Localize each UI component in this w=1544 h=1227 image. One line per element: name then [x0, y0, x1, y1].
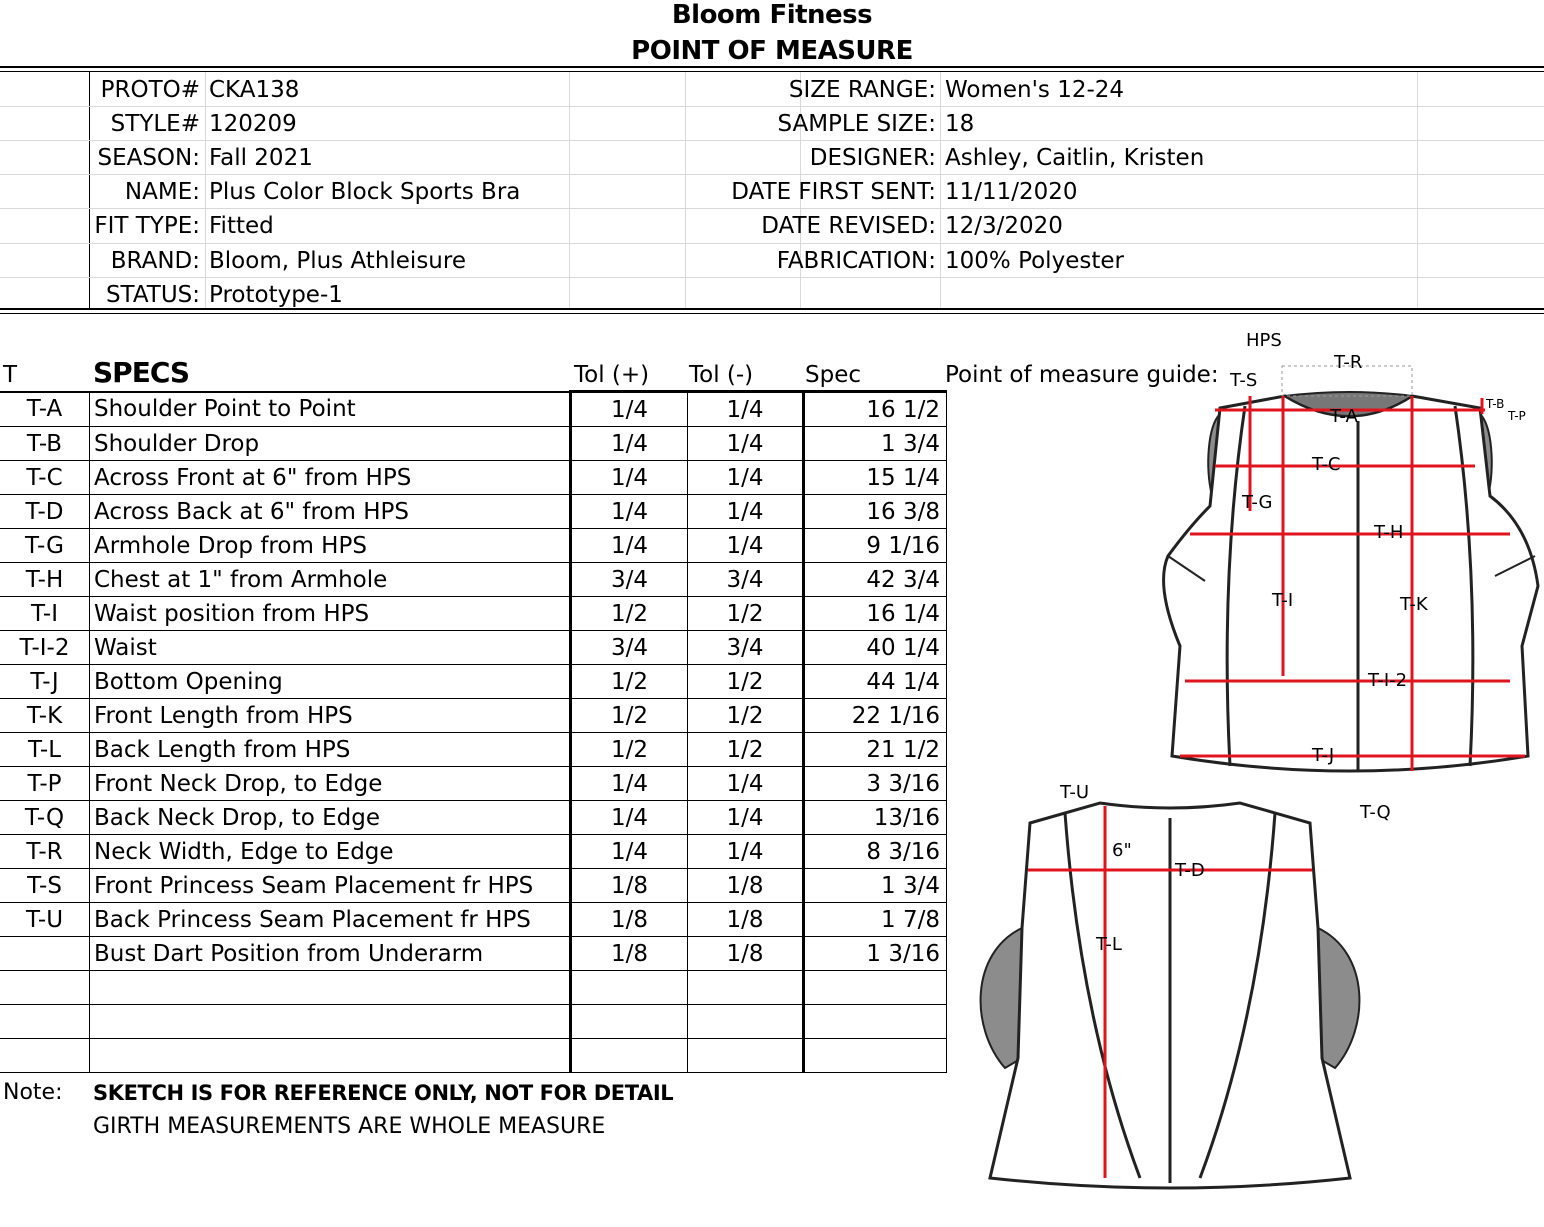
spec-row	[0, 427, 947, 461]
spec-description: Waist	[90, 631, 571, 665]
spec-tol-plus: 1/4	[571, 495, 688, 529]
spec-tol-plus: 1/2	[571, 699, 688, 733]
style-value: 120209	[209, 111, 297, 137]
spec-code: T-U	[0, 903, 90, 937]
fit-type-value: Fitted	[209, 213, 274, 239]
spec-tol-plus: 1/2	[571, 733, 688, 767]
spec-code: T-K	[0, 699, 90, 733]
front-body-outline	[1164, 396, 1538, 771]
spec-tol-minus: 1/4	[688, 801, 804, 835]
spec-row	[0, 733, 947, 767]
spec-tol-minus: 1/4	[688, 427, 804, 461]
spec-tol-minus: 1/4	[688, 529, 804, 563]
spec-description: Front Princess Seam Placement fr HPS	[90, 869, 571, 903]
brand-value: Bloom, Plus Athleisure	[209, 248, 466, 274]
spec-tol-minus: 1/4	[688, 495, 804, 529]
spec-value: 9 1/16	[804, 529, 947, 563]
spec-code: T-A	[0, 392, 90, 427]
spec-code: T-P	[0, 767, 90, 801]
hps-label: HPS	[1246, 330, 1282, 351]
spec-row	[0, 597, 947, 631]
spec-value: 3 3/16	[804, 767, 947, 801]
spec-tol-plus: 1/4	[571, 835, 688, 869]
col-header-specs: SPECS	[93, 356, 190, 389]
style-label: STYLE#	[110, 111, 200, 137]
spec-row	[0, 461, 947, 495]
spec-code: T-D	[0, 495, 90, 529]
spec-description: Chest at 1" from Armhole	[90, 563, 571, 597]
spec-description: Across Front at 6" from HPS	[90, 461, 571, 495]
note-line-2: GIRTH MEASUREMENTS ARE WHOLE MEASURE	[93, 1114, 606, 1139]
size-range-value: Women's 12-24	[945, 77, 1125, 103]
spec-tol-minus: 1/2	[688, 699, 804, 733]
status-value: Prototype-1	[209, 282, 343, 308]
spec-tol-minus: 1/4	[688, 767, 804, 801]
col-header-tol-plus: Tol (+)	[574, 362, 650, 388]
spec-value: 15 1/4	[804, 461, 947, 495]
tu-label: T-U	[1060, 782, 1090, 803]
spec-tol-plus: 1/4	[571, 427, 688, 461]
spec-row	[0, 869, 947, 903]
spec-tol-plus: 1/4	[571, 801, 688, 835]
col-header-code: T	[3, 362, 18, 388]
spec-description: Bottom Opening	[90, 665, 571, 699]
spec-tol-minus	[688, 971, 804, 1005]
tb-label: T-B	[1486, 397, 1505, 411]
spec-code: T-H	[0, 563, 90, 597]
pom-guide-label: Point of measure guide:	[945, 362, 1219, 388]
front-bodice-sketch	[1150, 326, 1544, 786]
spec-value: 42 3/4	[804, 563, 947, 597]
spec-tol-plus: 1/8	[571, 937, 688, 971]
spec-description: Shoulder Drop	[90, 427, 571, 461]
spec-row	[0, 903, 947, 937]
spec-value: 1 3/16	[804, 937, 947, 971]
spec-tol-minus	[688, 1039, 804, 1073]
spec-code: T-C	[0, 461, 90, 495]
spec-tol-minus: 1/8	[688, 937, 804, 971]
spec-tol-minus: 1/2	[688, 733, 804, 767]
spec-code: T-G	[0, 529, 90, 563]
date-first-sent-value: 11/11/2020	[945, 179, 1078, 205]
spec-tol-minus: 1/2	[688, 597, 804, 631]
ti2-label: T-I-2	[1368, 670, 1408, 691]
document-title: POINT OF MEASURE	[631, 36, 913, 66]
spec-value	[804, 1005, 947, 1039]
spec-tol-plus: 1/2	[571, 597, 688, 631]
company-title: Bloom Fitness	[671, 0, 873, 30]
tk-label: T-K	[1400, 594, 1428, 615]
spec-value: 44 1/4	[804, 665, 947, 699]
note-line-1: SKETCH IS FOR REFERENCE ONLY, NOT FOR DETAIL	[93, 1081, 674, 1105]
spec-description	[90, 1039, 571, 1073]
spec-row	[0, 665, 947, 699]
spec-tol-minus: 1/4	[688, 461, 804, 495]
spec-tol-plus: 1/8	[571, 869, 688, 903]
date-revised-value: 12/3/2020	[945, 213, 1063, 239]
spec-value: 16 1/4	[804, 597, 947, 631]
spec-code: T-R	[0, 835, 90, 869]
spec-description	[90, 971, 571, 1005]
spec-description	[90, 1005, 571, 1039]
sample-size-value: 18	[945, 111, 975, 137]
designer-value: Ashley, Caitlin, Kristen	[945, 145, 1205, 171]
proto-label: PROTO#	[100, 77, 200, 103]
name-label: NAME:	[124, 179, 200, 205]
spec-tol-plus	[571, 1039, 688, 1073]
spec-tol-minus: 1/8	[688, 869, 804, 903]
spec-value: 1 3/4	[804, 869, 947, 903]
tq-label: T-Q	[1360, 802, 1391, 823]
ta-label: T-A	[1330, 406, 1358, 427]
td-label: T-D	[1175, 860, 1205, 881]
spec-row	[0, 1005, 947, 1039]
spec-code: T-B	[0, 427, 90, 461]
spec-description: Front Neck Drop, to Edge	[90, 767, 571, 801]
spec-value: 16 1/2	[804, 392, 947, 427]
spec-code: T-I	[0, 597, 90, 631]
sample-size-label: SAMPLE SIZE:	[777, 111, 936, 137]
tr-label: T-R	[1334, 352, 1363, 373]
date-first-sent-label: DATE FIRST SENT:	[731, 179, 936, 205]
note-label: Note:	[3, 1080, 63, 1105]
six-inch-label: 6"	[1112, 840, 1132, 861]
spec-row	[0, 529, 947, 563]
tl-label: T-L	[1096, 934, 1122, 955]
spec-row	[0, 835, 947, 869]
season-value: Fall 2021	[209, 145, 313, 171]
spec-code	[0, 937, 90, 971]
spec-description: Back Princess Seam Placement fr HPS	[90, 903, 571, 937]
header-bottom-border	[0, 308, 1544, 310]
fabrication-label: FABRICATION:	[776, 248, 936, 274]
spec-row	[0, 392, 947, 427]
spec-description: Bust Dart Position from Underarm	[90, 937, 571, 971]
date-revised-label: DATE REVISED:	[761, 213, 936, 239]
fit-type-label: FIT TYPE:	[94, 213, 200, 239]
spec-table	[0, 390, 947, 1073]
header-bottom-border-inner	[0, 313, 1544, 314]
spec-value: 22 1/16	[804, 699, 947, 733]
name-value: Plus Color Block Sports Bra	[209, 179, 521, 205]
spec-value: 8 3/16	[804, 835, 947, 869]
spec-row	[0, 631, 947, 665]
spec-value	[804, 1039, 947, 1073]
spec-row	[0, 801, 947, 835]
spec-tol-plus: 1/4	[571, 529, 688, 563]
spec-tol-plus: 1/8	[571, 903, 688, 937]
spec-tol-plus: 3/4	[571, 563, 688, 597]
back-bodice-sketch	[970, 778, 1400, 1198]
spec-row	[0, 563, 947, 597]
spec-code: T-L	[0, 733, 90, 767]
spec-description: Back Neck Drop, to Edge	[90, 801, 571, 835]
size-range-label: SIZE RANGE:	[788, 77, 936, 103]
status-label: STATUS:	[105, 282, 200, 308]
proto-value: CKA138	[209, 77, 300, 103]
spec-value	[804, 971, 947, 1005]
spec-tol-plus	[571, 971, 688, 1005]
tc-label: T-C	[1312, 454, 1341, 475]
spec-tol-minus: 3/4	[688, 631, 804, 665]
spec-tol-plus: 1/4	[571, 392, 688, 427]
spec-code: T-Q	[0, 801, 90, 835]
spec-tol-minus	[688, 1005, 804, 1039]
spec-value: 16 3/8	[804, 495, 947, 529]
tg-label: T-G	[1242, 492, 1273, 513]
spec-tol-plus: 1/2	[571, 665, 688, 699]
ti-label: T-I	[1272, 590, 1294, 611]
spec-description: Front Length from HPS	[90, 699, 571, 733]
spec-value: 40 1/4	[804, 631, 947, 665]
spec-tol-plus: 1/4	[571, 461, 688, 495]
spec-tol-plus: 3/4	[571, 631, 688, 665]
spec-description: Across Back at 6" from HPS	[90, 495, 571, 529]
spec-code	[0, 1005, 90, 1039]
season-label: SEASON:	[97, 145, 200, 171]
spec-row	[0, 495, 947, 529]
spec-tol-minus: 1/4	[688, 835, 804, 869]
spec-tol-minus: 1/8	[688, 903, 804, 937]
spec-value: 1 3/4	[804, 427, 947, 461]
spec-description: Back Length from HPS	[90, 733, 571, 767]
spec-row	[0, 937, 947, 971]
ts-label: T-S	[1230, 370, 1258, 391]
spec-description: Neck Width, Edge to Edge	[90, 835, 571, 869]
spec-description: Armhole Drop from HPS	[90, 529, 571, 563]
spec-tol-plus: 1/4	[571, 767, 688, 801]
spec-row	[0, 971, 947, 1005]
spec-code	[0, 1039, 90, 1073]
spec-row	[0, 699, 947, 733]
spec-tol-plus	[571, 1005, 688, 1039]
spec-tol-minus: 3/4	[688, 563, 804, 597]
col-header-spec: Spec	[805, 362, 861, 388]
spec-code: T-I-2	[0, 631, 90, 665]
spec-code: T-J	[0, 665, 90, 699]
header-top-border-inner	[0, 71, 1544, 72]
spec-value: 13/16	[804, 801, 947, 835]
spec-value: 21 1/2	[804, 733, 947, 767]
th-label: T-H	[1374, 522, 1404, 543]
spec-row	[0, 1039, 947, 1073]
designer-label: DESIGNER:	[809, 145, 936, 171]
spec-description: Waist position from HPS	[90, 597, 571, 631]
spec-code: T-S	[0, 869, 90, 903]
spec-description: Shoulder Point to Point	[90, 392, 571, 427]
tp-label: T-P	[1508, 409, 1526, 423]
fabrication-value: 100% Polyester	[945, 248, 1124, 274]
header-top-border	[0, 66, 1544, 68]
spec-tol-minus: 1/2	[688, 665, 804, 699]
spec-code	[0, 971, 90, 1005]
col-header-tol-minus: Tol (-)	[689, 362, 754, 388]
spec-tol-minus: 1/4	[688, 392, 804, 427]
spec-value: 1 7/8	[804, 903, 947, 937]
spec-row	[0, 767, 947, 801]
brand-label: BRAND:	[110, 248, 200, 274]
tj-label: T-J	[1312, 745, 1335, 766]
